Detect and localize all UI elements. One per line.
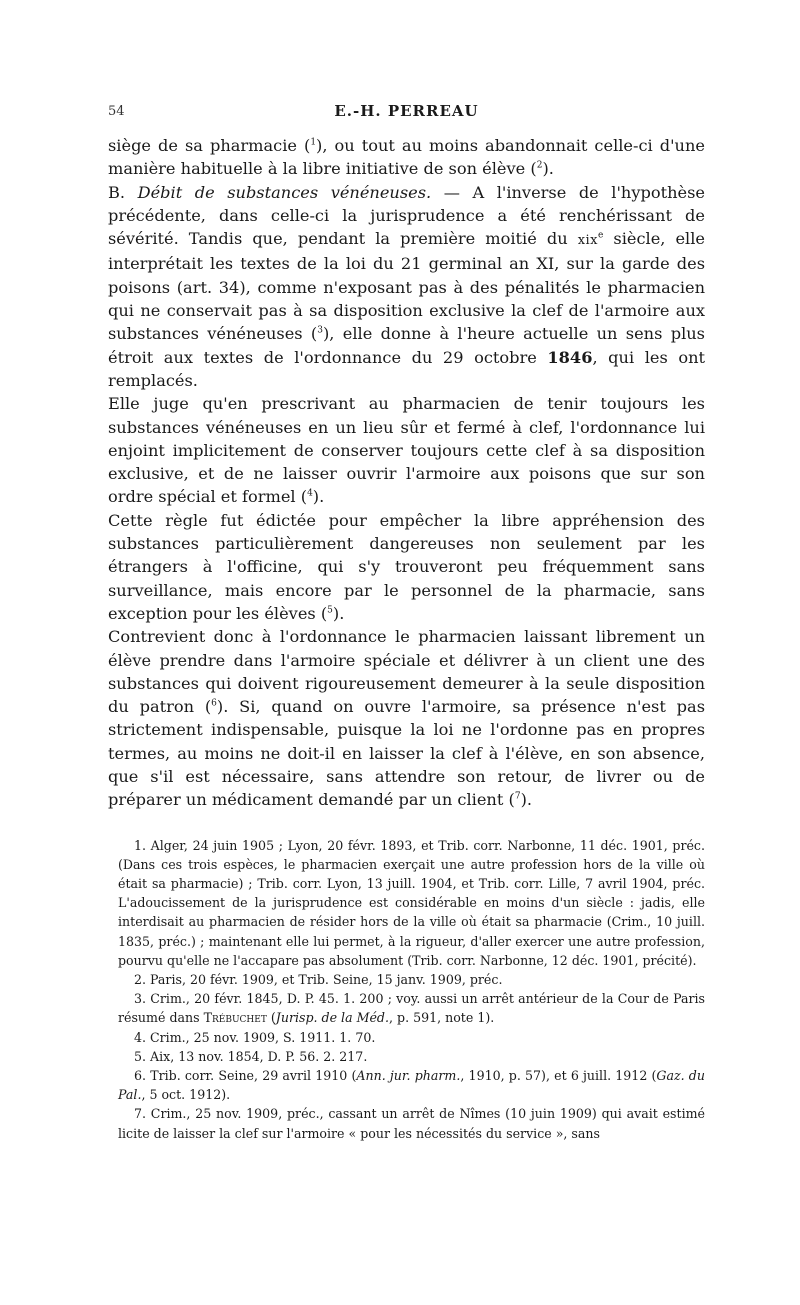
footnotes (118, 836, 705, 1143)
paragraph: Cette règle fut édictée pour empêcher la libre appréhension des substances particulièrement dangereuses non seulement par les étrangers à l'officine, qui s'y trouveront peu fréquemment sans surveillance, mais encore par le personnel de la pharmacie, sans exception pour les élèves ($^5$). (108, 510, 705, 623)
paragraph: Elle juge qu'en prescrivant au pharmacien de tenir toujours les substances vénéneuses en un lieu sûr et fermé à clef, l'ordonnance lui enjoint implicitement de conserver toujours cette clef à sa disposition exclusive, et de ne laisser ouvrir l'armoire aux poisons que sur son ordre spécial et formel ($^4$). (108, 394, 705, 507)
book-page (108, 102, 705, 1143)
paragraph: B. Débit de substances vénéneuses. — A l'inverse de l'hypothèse précédente, dans celle-ci la jurisprudence a été renchérissant de sévérité. Tandis que, pendant la première moitié du xix$^e$ siècle, elle interprétait les textes de la loi du 21 germinal an XI, sur la garde des poisons (art. 34), comme n'exposant pas à des pénalités le pharmacien qui ne conservait pas à sa disposition exclusive la clef de l'armoire aux substances vénéneuses ($^3$), elle donne à l'heure actuelle un sens plus étroit aux textes de l'ordonnance du 29 octobre 1846, qui les ont remplacés. (108, 182, 706, 390)
footnote-1: 1. Alger, 24 juin 1905 ; Lyon, 20 févr. 1893, et Trib. corr. Narbonne, 11 déc. 1901, préc. (Dans ces trois espèces, le pharmacien exerçait une autre profession hors de la ville où était sa pharmacie) ; Trib. corr. Lyon, 13 juill. 1904, et Trib. corr. Lille, 7 avril 1904, préc. L'adoucissement de la jurisprudence est considérable en moins d'un siècle : jadis, elle interdisait au pharmacien de résider hors de la ville où était sa pharmacie (Crim., 10 juill. 1835, préc.) ; maintenant elle lui permet, à la rigueur, d'aller exercer une autre profession, pourvu qu'elle ne l'accapare pas absolument (Trib. corr. Narbonne, 12 déc. 1901, précité). (118, 837, 705, 968)
section-heading: Débit de substances vénéneuses. (137, 182, 432, 202)
footnote-ref[interactable]: 5 (327, 605, 333, 616)
footnote-ref[interactable]: 4 (307, 489, 313, 500)
footnote-2: 2. Paris, 20 févr. 1909, et Trib. Seine, 15 janv. 1909, préc. (134, 972, 503, 988)
main-text (108, 134, 705, 812)
page-number: 54 (108, 104, 125, 119)
paragraph: siège de sa pharmacie ($^1$), ou tout au moins abandonnait celle-ci d'une manière habituelle à la libre initiative de son élève ($^2$). (108, 136, 705, 179)
footnote-5: 5. Aix, 13 nov. 1854, D. P. 56. 2. 217. (134, 1048, 368, 1064)
footnote-6: 6. Trib. corr. Seine, 29 avril 1910 (Ann. jur. pharm., 1910, p. 57), et 6 juill. 1912 (Gaz. du Pal., 5 oct. 1912). (118, 1068, 705, 1103)
footnote-ref[interactable]: 1 (310, 137, 317, 148)
year-bold: 1846 (547, 347, 593, 367)
page-header (108, 102, 705, 128)
footnote-7: 7. Crim., 25 nov. 1909, préc., cassant un arrêt de Nîmes (10 juin 1909) qui avait estimé licite de laisser la clef sur l'armoire « pour les nécessités du service », sans (118, 1106, 705, 1141)
footnote-4: 4. Crim., 25 nov. 1909, S. 1911. 1. 70. (134, 1029, 376, 1045)
running-title: E.-H. PERREAU (334, 102, 479, 120)
footnote-ref[interactable]: 3 (317, 325, 323, 336)
footnote-3: 3. Crim., 20 févr. 1845, D. P. 45. 1. 200 ; voy. aussi un arrêt antérieur de la Cour de Paris résumé dans Trébuchet (Jurisp. de la Méd., p. 591, note 1). (118, 991, 705, 1026)
paragraph: Contrevient donc à l'ordonnance le pharmacien laissant librement un élève prendre dans l'armoire spéciale et délivrer à un client une des substances qui doivent rigoureusement demeurer à la seule disposition du patron ($^6$). Si, quand on ouvre l'armoire, sa présence n'est pas strictement indispensable, puisque la loi ne l'ordonne pas en propres termes, au moins ne doit-il en laisser la clef à l'élève, en son absence, que s'il est nécessaire, sans attendre son retour, de livrer ou de préparer un médicament demandé par un client ($^7$). (108, 627, 705, 810)
footnote-ref[interactable]: 7 (514, 791, 521, 802)
century-numeral: xix (577, 233, 599, 249)
footnote-ref[interactable]: 2 (536, 160, 543, 171)
footnote-ref[interactable]: 6 (211, 698, 217, 709)
